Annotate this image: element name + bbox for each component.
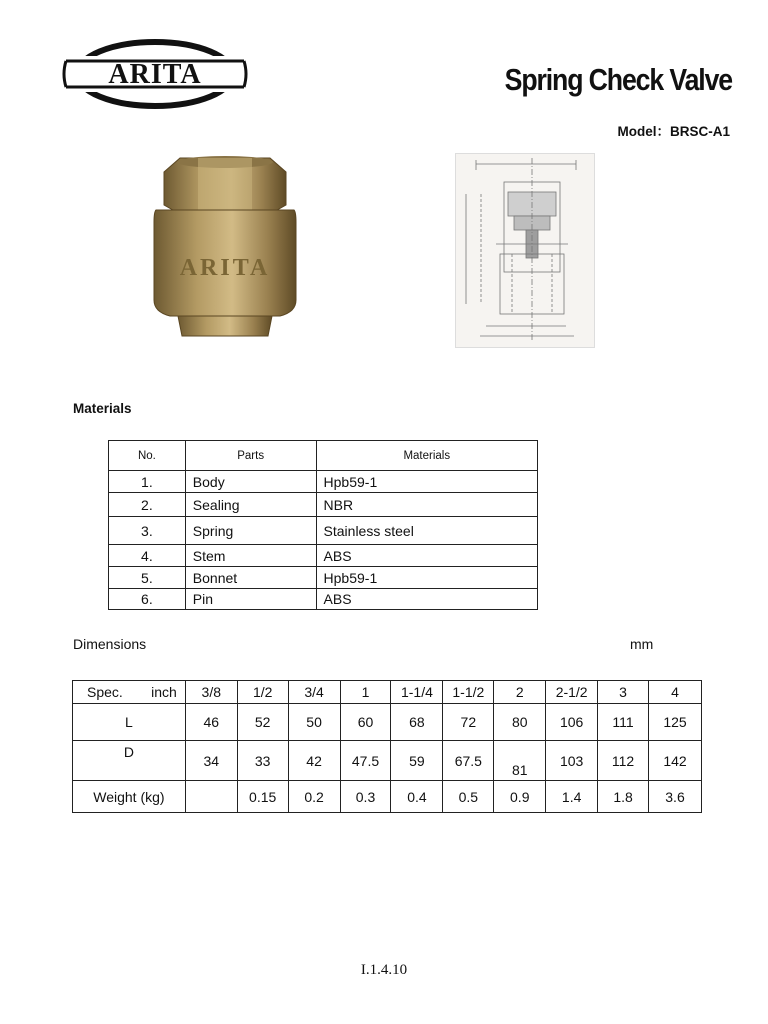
- column-header: Parts: [185, 441, 316, 471]
- cell: [185, 781, 237, 813]
- page-title: Spring Check Valve: [504, 62, 732, 97]
- dimensions-table: [72, 680, 702, 813]
- column-header: No.: [109, 441, 186, 471]
- model-line: [520, 120, 730, 140]
- cell: 80: [494, 704, 546, 741]
- cell: 3.: [109, 517, 186, 545]
- size-cell: 1-1/2: [443, 681, 494, 704]
- cell: 46: [185, 704, 237, 741]
- cell: Pin: [185, 589, 316, 610]
- cell: Sealing: [185, 493, 316, 517]
- cell: 6.: [109, 589, 186, 610]
- size-cell: 3/4: [288, 681, 340, 704]
- cell: 47.5: [340, 741, 391, 781]
- size-cell: 1-1/4: [391, 681, 443, 704]
- cell: 34: [185, 741, 237, 781]
- column-header: Materials: [316, 441, 537, 471]
- cell: Body: [185, 471, 316, 493]
- row-label: L: [73, 704, 186, 741]
- unit-label: mm: [630, 636, 654, 652]
- materials-heading: Materials: [73, 401, 132, 416]
- cell: 3.6: [649, 781, 702, 813]
- inch-label: inch: [151, 684, 177, 700]
- logo-text: ARITA: [108, 59, 202, 90]
- brass-check-valve-photo: [150, 150, 300, 345]
- table-row: [109, 545, 538, 567]
- cell: 1.: [109, 471, 186, 493]
- photo-embossed-text: ARITA: [179, 255, 271, 281]
- cell: 60: [340, 704, 391, 741]
- cell: 0.5: [443, 781, 494, 813]
- cell: 67.5: [443, 741, 494, 781]
- cell: 2.: [109, 493, 186, 517]
- table-row: [109, 567, 538, 589]
- cell: 0.2: [288, 781, 340, 813]
- cell: 72: [443, 704, 494, 741]
- table-row: [109, 517, 538, 545]
- cell: 0.9: [494, 781, 546, 813]
- size-cell: 4: [649, 681, 702, 704]
- cell: 33: [237, 741, 288, 781]
- cell: Stem: [185, 545, 316, 567]
- cell: 68: [391, 704, 443, 741]
- arita-logo: [62, 38, 248, 110]
- cell: 112: [598, 741, 649, 781]
- cell: 106: [546, 704, 598, 741]
- cell: 1.8: [598, 781, 649, 813]
- cell: 125: [649, 704, 702, 741]
- cell: 52: [237, 704, 288, 741]
- dimensions-heading: Dimensions: [73, 636, 147, 652]
- cell: 1.4: [546, 781, 598, 813]
- cell: Stainless steel: [316, 517, 537, 545]
- spec-label: Spec.: [87, 684, 123, 700]
- size-cell: 2: [494, 681, 546, 704]
- table-row: [109, 471, 538, 493]
- cell: 142: [649, 741, 702, 781]
- cell: 103: [546, 741, 598, 781]
- cell: Spring: [185, 517, 316, 545]
- cell: 111: [598, 704, 649, 741]
- materials-header-row: [109, 441, 538, 471]
- row-label: Weight (kg): [73, 781, 186, 813]
- cell: 0.3: [340, 781, 391, 813]
- size-cell: 1: [340, 681, 391, 704]
- table-row: [109, 493, 538, 517]
- cell: ABS: [316, 589, 537, 610]
- page-code: I.1.4.10: [360, 962, 408, 978]
- length-row: [73, 704, 702, 741]
- cell: 5.: [109, 567, 186, 589]
- weight-row: [73, 781, 702, 813]
- size-cell: 2-1/2: [546, 681, 598, 704]
- size-cell: 1/2: [237, 681, 288, 704]
- cell: Hpb59-1: [316, 471, 537, 493]
- size-row: [73, 681, 702, 704]
- cell: 4.: [109, 545, 186, 567]
- cell: 59: [391, 741, 443, 781]
- cell: NBR: [316, 493, 537, 517]
- valve-section-drawing: [455, 153, 595, 348]
- size-cell: 3: [598, 681, 649, 704]
- diameter-row: [73, 741, 702, 781]
- cell: 0.15: [237, 781, 288, 813]
- cell: ABS: [316, 545, 537, 567]
- cell: 42: [288, 741, 340, 781]
- model-label: Model：: [617, 124, 670, 139]
- table-row: [109, 589, 538, 610]
- cell: 50: [288, 704, 340, 741]
- cell: 81: [494, 741, 546, 781]
- cell: Hpb59-1: [316, 567, 537, 589]
- cell: 0.4: [391, 781, 443, 813]
- spec-header-cell: [73, 681, 186, 704]
- model-value: BRSC-A1: [669, 124, 730, 139]
- materials-table: [108, 440, 538, 610]
- cell: Bonnet: [185, 567, 316, 589]
- size-cell: 3/8: [185, 681, 237, 704]
- row-label: D: [73, 741, 186, 781]
